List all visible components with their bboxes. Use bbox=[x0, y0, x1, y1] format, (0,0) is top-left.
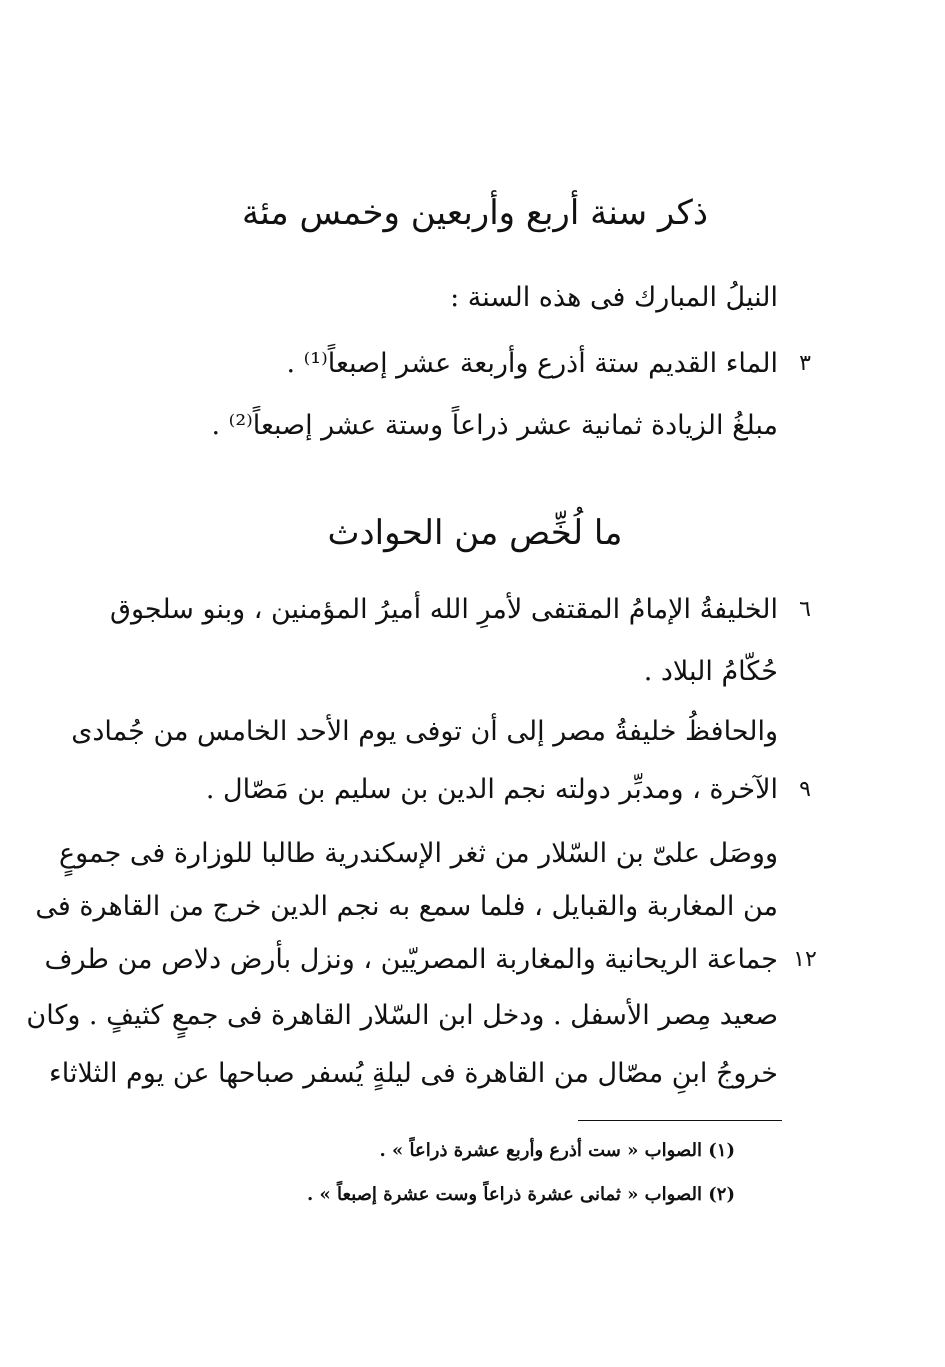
body-line-7: جماعة الريحانية والمغاربة المصريّين ، ونزل بأرض دلاص من طرف bbox=[44, 944, 778, 975]
body-line-2: حُكّامُ البلاد . bbox=[643, 656, 778, 687]
body-line-8: صعيد مِصر الأسفل . ودخل ابن السّلار القاهرة فى جمعٍ كثيفٍ . وكان bbox=[26, 1000, 778, 1031]
line-number-9: ٩ bbox=[799, 777, 811, 802]
body-line-3: والحافظُ خليفةُ مصر إلى أن توفى يوم الأحد الخامس من جُمادى bbox=[71, 716, 778, 747]
body-line-1: الخليفةُ الإمامُ المقتفى لأمرِ الله أميرُ المؤمنين ، وبنو سلجوق bbox=[110, 594, 778, 625]
body-line-5: ووصَل علىّ بن السّلار من ثغر الإسكندرية طالبا للوزارة فى جموعٍ bbox=[58, 838, 778, 869]
body-line-4: الآخرة ، ومدبِّر دولته نجم الدين بن سليم بن مَصّال . bbox=[205, 774, 778, 805]
nile-increase: مبلغُ الزيادة ثمانية عشر ذراعاً وستة عشر إصبعاً⁽²⁾ . bbox=[211, 410, 778, 441]
body-line-6: من المغاربة والقبايل ، فلما سمع به نجم الدين خرج من القاهرة فى bbox=[35, 891, 778, 922]
footnote-1: (١) الصواب « ست أذرع وأربع عشرة ذراعاً » . bbox=[379, 1140, 735, 1161]
footnote-divider bbox=[578, 1120, 782, 1121]
line-number-12: ١٢ bbox=[793, 947, 817, 972]
line-number-3: ٣ bbox=[799, 351, 811, 376]
footnote-2: (٢) الصواب « ثمانى عشرة ذراعاً وست عشرة إصبعاً » . bbox=[307, 1184, 735, 1205]
body-line-9: خروجُ ابنِ مصّال من القاهرة فى ليلةٍ يُسفر صباحها عن يوم الثلاثاء bbox=[49, 1058, 778, 1089]
events-title: ما لُخِّص من الحوادث bbox=[327, 513, 623, 553]
nile-old-water: الماء القديم ستة أذرع وأربعة عشر إصبعاً⁽¹⁾ . bbox=[286, 348, 778, 379]
section-title: ذكر سنة أربع وأربعين وخمس مئة bbox=[242, 193, 708, 233]
line-number-6: ٦ bbox=[799, 597, 811, 622]
nile-intro: النيلُ المبارك فى هذه السنة : bbox=[450, 282, 778, 313]
